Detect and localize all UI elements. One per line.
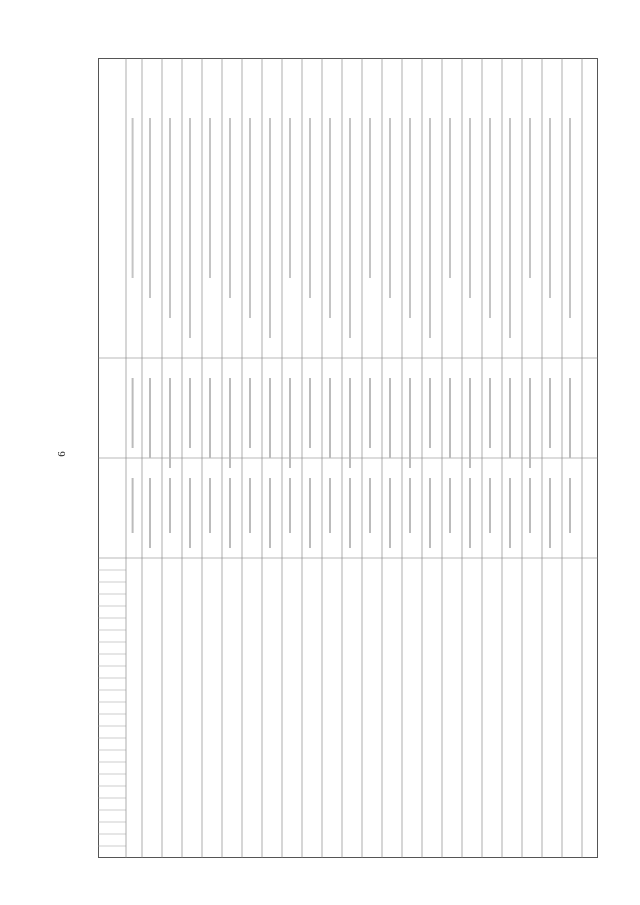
table-cell-text-placeholder [429,378,431,448]
table-grid [98,58,598,858]
table-cell-text-placeholder [529,378,531,468]
table-cell-text-placeholder [209,118,211,278]
table-cell-text-placeholder [209,478,211,533]
table-cell-text-placeholder [149,478,151,548]
table-cell-text-placeholder [269,378,271,458]
table-cell-text-placeholder [449,378,451,458]
table-cell-text-placeholder [209,378,211,458]
table-cell-text-placeholder [289,478,291,533]
table-cell-text-placeholder [309,378,311,448]
table-cell-text-placeholder [389,118,391,298]
table-cell-text-placeholder [509,378,511,458]
table-cell-text-placeholder [189,378,191,448]
table-cell-text-placeholder [349,118,351,338]
table-cell-text-placeholder [569,478,571,533]
table-cell-text-placeholder [132,118,134,278]
table-cell-text-placeholder [169,118,171,318]
table-cell-text-placeholder [449,478,451,533]
table-cell-text-placeholder [229,378,231,468]
table-cell-text-placeholder [169,478,171,533]
table-cell-text-placeholder [289,118,291,278]
table-cell-text-placeholder [549,478,551,548]
table-cell-text-placeholder [249,478,251,533]
table-cell-text-placeholder [429,118,431,338]
rotated-program-table [98,58,598,858]
table-cell-text-placeholder [409,478,411,533]
table-cell-text-placeholder [469,118,471,298]
table-cell-text-placeholder [229,118,231,298]
table-cell-text-placeholder [509,478,511,548]
table-cell-text-placeholder [249,118,251,318]
table-cell-text-placeholder [529,478,531,533]
table-cell-text-placeholder [429,478,431,548]
table-cell-text-placeholder [189,118,191,338]
table-cell-text-placeholder [149,378,151,458]
table-cell-text-placeholder [409,378,411,468]
table-cell-text-placeholder [469,378,471,468]
table-cell-text-placeholder [489,378,491,448]
table-cell-text-placeholder [229,478,231,548]
table-cell-text-placeholder [269,118,271,338]
table-cell-text-placeholder [549,378,551,448]
table-cell-text-placeholder [389,378,391,458]
table-cell-text-placeholder [469,478,471,548]
table-cell-text-placeholder [329,478,331,533]
table-cell-text-placeholder [489,478,491,533]
table-cell-text-placeholder [449,118,451,278]
table-cell-text-placeholder [369,478,371,533]
table-cell-text-placeholder [529,118,531,278]
table-cell-text-placeholder [189,478,191,548]
table-cell-text-placeholder [309,118,311,298]
table-cell-text-placeholder [349,478,351,548]
table-cell-text-placeholder [489,118,491,318]
table-cell-text-placeholder [409,118,411,318]
table-cell-text-placeholder [369,118,371,278]
page-number: 6 [56,451,68,457]
table-cell-text-placeholder [569,378,571,458]
table-cell-text-placeholder [369,378,371,448]
table-cell-text-placeholder [289,378,291,468]
table-cell-text-placeholder [329,118,331,318]
table-cell-text-placeholder [329,378,331,458]
table-cell-text-placeholder [349,378,351,468]
table-cell-text-placeholder [549,118,551,298]
table-cell-text-placeholder [389,478,391,548]
table-cell-text-placeholder [169,378,171,468]
table-cell-text-placeholder [132,378,134,448]
table-cell-text-placeholder [269,478,271,548]
table-cell-text-placeholder [132,478,134,533]
table-cell-text-placeholder [509,118,511,338]
table-cell-text-placeholder [249,378,251,448]
table-cell-text-placeholder [309,478,311,548]
table-cell-text-placeholder [569,118,571,318]
table-cell-text-placeholder [149,118,151,298]
